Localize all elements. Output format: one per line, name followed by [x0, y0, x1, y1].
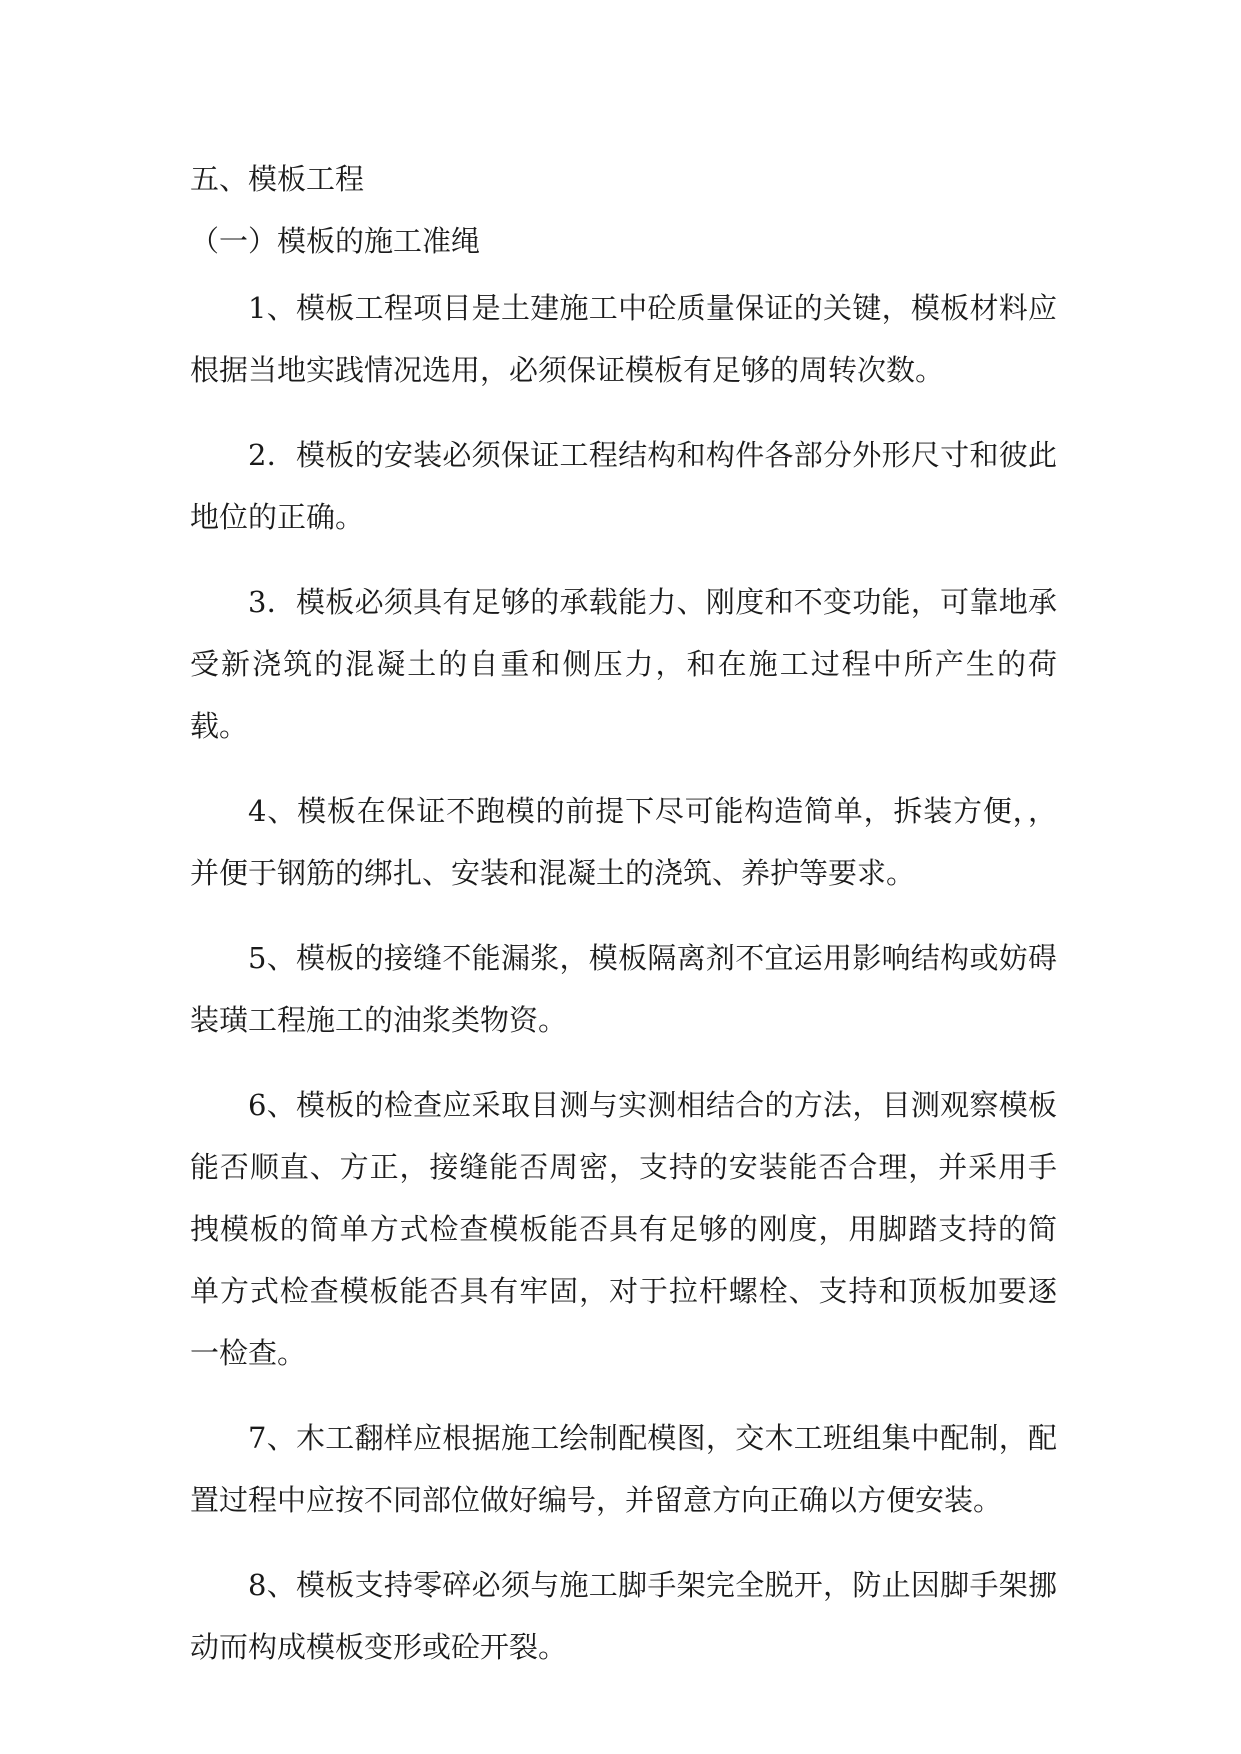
- document-body: [190, 158, 1057, 1701]
- paragraph-1: 1、模板工程项目是土建施工中砼质量保证的关键，模板材料应根据当地实践情况选用，必须保证模板有足够的周转次数。: [190, 291, 1057, 387]
- subsection-title: （一）模板的施工准绳: [190, 224, 481, 258]
- paragraph-8: 8、模板支持零碎必须与施工脚手架完全脱开，防止因脚手架挪动而构成模板变形或砼开裂。: [190, 1568, 1057, 1664]
- paragraph-5: 5、模板的接缝不能漏浆，模板隔离剂不宜运用影响结构或妨碍装璜工程施工的油浆类物资。: [190, 941, 1057, 1037]
- paragraph-2: 2．模板的安装必须保证工程结构和构件各部分外形尺寸和彼此地位的正确。: [190, 438, 1057, 534]
- section-title: 五、模板工程: [190, 162, 365, 196]
- paragraph-6: 6、模板的检查应采取目测与实测相结合的方法，目测观察模板能否顺直、方正，接缝能否周密，支持的安装能否合理，并采用手拽模板的简单方式检查模板能否具有足够的刚度，用脚踏支持的简单方式检查模板能否具有牢固，对于拉杆螺栓、支持和顶板加要逐一检查。: [190, 1088, 1057, 1370]
- paragraph-4: 4、模板在保证不跑模的前提下尽可能构造简单，拆装方便，，并便于钢筋的绑扎、安装和混凝土的浇筑、养护等要求。: [190, 794, 1057, 890]
- paragraph-3: 3．模板必须具有足够的承载能力、刚度和不变功能，可靠地承受新浇筑的混凝土的自重和侧压力，和在施工过程中所产生的荷载。: [190, 585, 1057, 743]
- paragraph-7: 7、木工翻样应根据施工绘制配模图，交木工班组集中配制，配置过程中应按不同部位做好编号，并留意方向正确以方便安装。: [190, 1421, 1057, 1517]
